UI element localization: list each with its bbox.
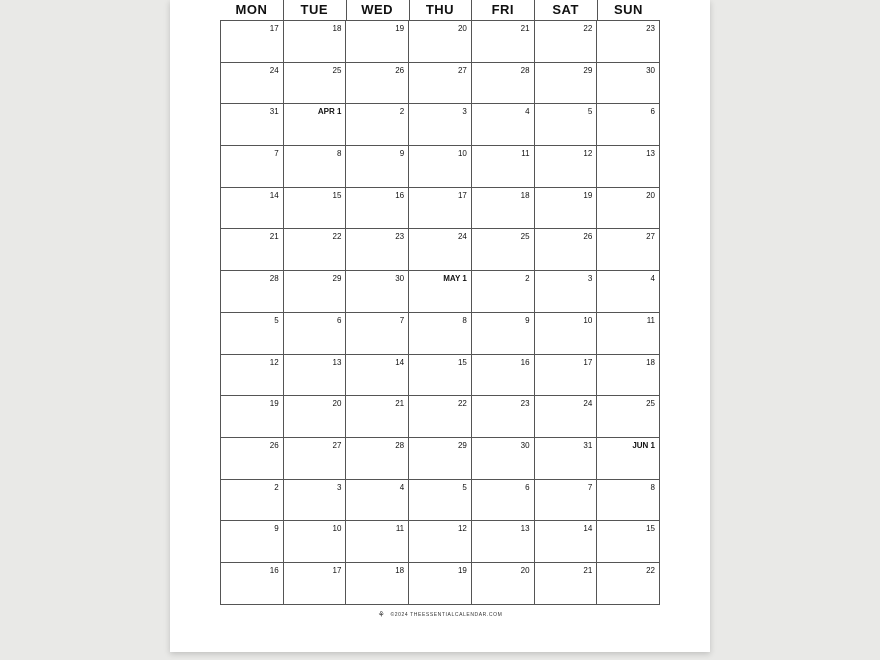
day-number: 26 — [583, 232, 593, 242]
day-cell — [597, 396, 660, 438]
day-cell — [346, 438, 409, 480]
day-number: 29 — [332, 274, 342, 284]
day-cell — [409, 313, 472, 355]
day-number: 18 — [646, 357, 655, 367]
day-cell — [597, 313, 660, 355]
day-number: 14 — [269, 190, 279, 200]
day-number: 3 — [336, 482, 342, 492]
day-cell — [346, 188, 409, 230]
day-cell — [284, 521, 347, 563]
day-number: 2 — [399, 107, 405, 117]
day-cell — [472, 521, 535, 563]
day-cell — [535, 21, 598, 63]
day-number: 2 — [525, 274, 530, 284]
day-cell — [597, 271, 660, 313]
day-cell — [346, 63, 409, 105]
day-cell — [221, 188, 284, 230]
day-cell — [535, 104, 598, 146]
day-number: 21 — [395, 399, 405, 409]
day-number: 23 — [520, 399, 530, 409]
day-cell — [284, 21, 347, 63]
day-number: 21 — [520, 24, 530, 33]
day-cell — [221, 104, 284, 146]
day-cell — [597, 21, 660, 63]
day-number: 11 — [521, 149, 530, 159]
day-cell — [346, 146, 409, 188]
day-cell — [597, 104, 660, 146]
day-number: 20 — [520, 565, 530, 575]
day-number: 14 — [395, 357, 405, 367]
day-number: 21 — [583, 565, 593, 575]
day-cell — [284, 229, 347, 271]
day-number: 17 — [583, 357, 593, 367]
day-number: 8 — [336, 149, 342, 159]
day-number: 28 — [395, 440, 405, 450]
day-cell — [284, 104, 347, 146]
day-cell — [535, 63, 598, 105]
day-cell — [535, 188, 598, 230]
day-number: 15 — [457, 357, 467, 367]
day-cell — [221, 521, 284, 563]
calendar-logo-icon: ⚘ — [377, 610, 386, 619]
day-cell — [535, 396, 598, 438]
day-number: 19 — [457, 565, 467, 575]
day-number: 19 — [395, 24, 405, 33]
day-number: 27 — [457, 65, 467, 75]
day-number: 11 — [646, 315, 655, 325]
day-cell — [221, 271, 284, 313]
day-number: 6 — [650, 107, 655, 117]
day-number: 29 — [457, 440, 467, 450]
day-cell — [284, 563, 347, 605]
day-cell — [284, 146, 347, 188]
day-number: 10 — [457, 149, 467, 159]
day-cell — [597, 438, 660, 480]
day-number: 23 — [646, 24, 655, 33]
day-cell — [409, 521, 472, 563]
day-number: 11 — [395, 524, 405, 534]
day-number: 26 — [395, 65, 405, 75]
day-cell — [409, 271, 472, 313]
day-cell — [409, 104, 472, 146]
day-number: 22 — [646, 565, 655, 575]
day-number: 7 — [399, 315, 405, 325]
day-number: 12 — [583, 149, 593, 159]
weekday-wed: WED — [346, 0, 409, 20]
day-cell — [535, 563, 598, 605]
day-number: 6 — [336, 315, 342, 325]
day-number: 28 — [520, 65, 530, 75]
day-cell — [284, 63, 347, 105]
day-number: 20 — [332, 399, 342, 409]
day-number: 13 — [520, 524, 530, 534]
day-cell — [284, 313, 347, 355]
day-number: 12 — [457, 524, 467, 534]
day-cell — [472, 229, 535, 271]
day-number: 16 — [520, 357, 530, 367]
day-cell — [284, 438, 347, 480]
day-number: 31 — [583, 440, 593, 450]
day-number: 19 — [583, 190, 593, 200]
day-number: 18 — [395, 565, 405, 575]
day-number: 25 — [332, 65, 342, 75]
day-number: 30 — [646, 65, 655, 75]
day-number: 17 — [269, 24, 279, 33]
day-number: 4 — [650, 274, 655, 284]
day-number: 10 — [332, 524, 342, 534]
day-number: 25 — [646, 399, 655, 409]
day-number: 9 — [274, 524, 279, 534]
day-number: 13 — [646, 149, 655, 159]
day-cell — [535, 313, 598, 355]
day-cell — [346, 355, 409, 397]
day-cell — [472, 146, 535, 188]
day-number: 20 — [646, 190, 655, 200]
day-number: 10 — [583, 315, 593, 325]
day-cell — [597, 480, 660, 522]
day-cell — [346, 271, 409, 313]
day-cell — [472, 563, 535, 605]
day-cell — [221, 480, 284, 522]
day-cell — [535, 146, 598, 188]
day-cell — [284, 355, 347, 397]
day-cell — [472, 63, 535, 105]
day-number: 6 — [525, 482, 530, 492]
day-number: APR 1 — [317, 107, 342, 117]
day-number: 5 — [274, 315, 279, 325]
day-cell — [597, 229, 660, 271]
day-cell — [346, 21, 409, 63]
day-cell — [535, 480, 598, 522]
day-number: 3 — [462, 107, 467, 117]
day-cell — [597, 355, 660, 397]
day-cell — [597, 146, 660, 188]
day-cell — [221, 63, 284, 105]
day-cell — [472, 396, 535, 438]
day-number: 2 — [274, 482, 279, 492]
weekday-sun: SUN — [597, 0, 660, 20]
day-cell — [346, 480, 409, 522]
day-number: 30 — [395, 274, 405, 284]
day-cell — [221, 355, 284, 397]
calendar — [220, 0, 660, 605]
day-cell — [472, 188, 535, 230]
day-number: 27 — [332, 440, 342, 450]
day-number: JUN 1 — [632, 440, 655, 450]
day-cell — [221, 21, 284, 63]
weekday-tue: TUE — [283, 0, 346, 20]
day-number: 26 — [269, 440, 279, 450]
day-cell — [346, 396, 409, 438]
weekday-fri: FRI — [471, 0, 534, 20]
day-number: 31 — [269, 107, 279, 117]
day-cell — [472, 271, 535, 313]
weekday-header — [220, 0, 660, 20]
day-cell — [346, 521, 409, 563]
day-cell — [409, 63, 472, 105]
day-cell — [597, 63, 660, 105]
day-cell — [597, 188, 660, 230]
day-number: 25 — [520, 232, 530, 242]
day-number: 29 — [583, 65, 593, 75]
day-cell — [535, 355, 598, 397]
day-number: 27 — [646, 232, 655, 242]
day-cell — [346, 104, 409, 146]
day-number: 14 — [583, 524, 593, 534]
weekday-sat: SAT — [534, 0, 597, 20]
day-number: 5 — [587, 107, 593, 117]
day-number: 24 — [269, 65, 279, 75]
day-cell — [346, 229, 409, 271]
day-number: 16 — [395, 190, 405, 200]
day-number: 24 — [457, 232, 467, 242]
day-cell — [409, 355, 472, 397]
day-number: 28 — [269, 274, 279, 284]
day-number: 22 — [583, 24, 593, 33]
footer — [170, 610, 710, 619]
day-cell — [284, 271, 347, 313]
day-cell — [535, 271, 598, 313]
day-number: 8 — [650, 482, 655, 492]
day-number: 4 — [525, 107, 530, 117]
day-cell — [409, 396, 472, 438]
day-cell — [472, 313, 535, 355]
day-cell — [535, 521, 598, 563]
day-cell — [597, 521, 660, 563]
day-number: 16 — [269, 565, 279, 575]
day-cell — [472, 104, 535, 146]
day-cell — [535, 229, 598, 271]
day-cell — [221, 146, 284, 188]
day-number: 23 — [395, 232, 405, 242]
day-cell — [221, 229, 284, 271]
day-number: 17 — [457, 190, 467, 200]
weekday-thu: THU — [409, 0, 472, 20]
day-number: 7 — [274, 149, 279, 159]
day-cell — [597, 563, 660, 605]
day-cell — [472, 21, 535, 63]
day-number: 15 — [332, 190, 342, 200]
day-cell — [409, 229, 472, 271]
day-number: 13 — [332, 357, 342, 367]
day-number: 22 — [457, 399, 467, 409]
day-number: 9 — [399, 149, 405, 159]
calendar-page — [170, 0, 710, 652]
day-number: 21 — [269, 232, 279, 242]
day-cell — [409, 480, 472, 522]
day-number: 30 — [520, 440, 530, 450]
day-number: 18 — [520, 190, 530, 200]
weekday-mon: MON — [235, 2, 268, 17]
day-cell — [221, 396, 284, 438]
day-cell — [284, 188, 347, 230]
day-cell — [409, 21, 472, 63]
day-number: 18 — [332, 24, 342, 33]
calendar-grid — [220, 20, 660, 605]
day-cell — [346, 563, 409, 605]
day-cell — [409, 563, 472, 605]
day-number: 20 — [457, 24, 467, 33]
day-number: 24 — [583, 399, 593, 409]
day-cell — [284, 480, 347, 522]
day-cell — [535, 438, 598, 480]
day-number: MAY 1 — [443, 274, 467, 284]
day-number: 8 — [462, 315, 467, 325]
day-cell — [221, 438, 284, 480]
day-cell — [409, 188, 472, 230]
day-number: 5 — [462, 482, 467, 492]
day-cell — [472, 480, 535, 522]
day-cell — [409, 438, 472, 480]
day-cell — [221, 313, 284, 355]
day-number: 15 — [646, 524, 655, 534]
footer-text: ©2024 THEESSENTIALCALENDAR.COM — [390, 611, 503, 618]
day-number: 12 — [269, 357, 279, 367]
day-number: 9 — [525, 315, 530, 325]
day-cell — [221, 563, 284, 605]
day-number: 19 — [269, 399, 279, 409]
day-number: 3 — [587, 274, 593, 284]
day-number: 7 — [587, 482, 593, 492]
day-number: 22 — [332, 232, 342, 242]
day-cell — [409, 146, 472, 188]
day-number: 17 — [332, 565, 342, 575]
day-cell — [472, 355, 535, 397]
day-cell — [284, 396, 347, 438]
day-cell — [472, 438, 535, 480]
day-number: 4 — [399, 482, 405, 492]
day-cell — [346, 313, 409, 355]
